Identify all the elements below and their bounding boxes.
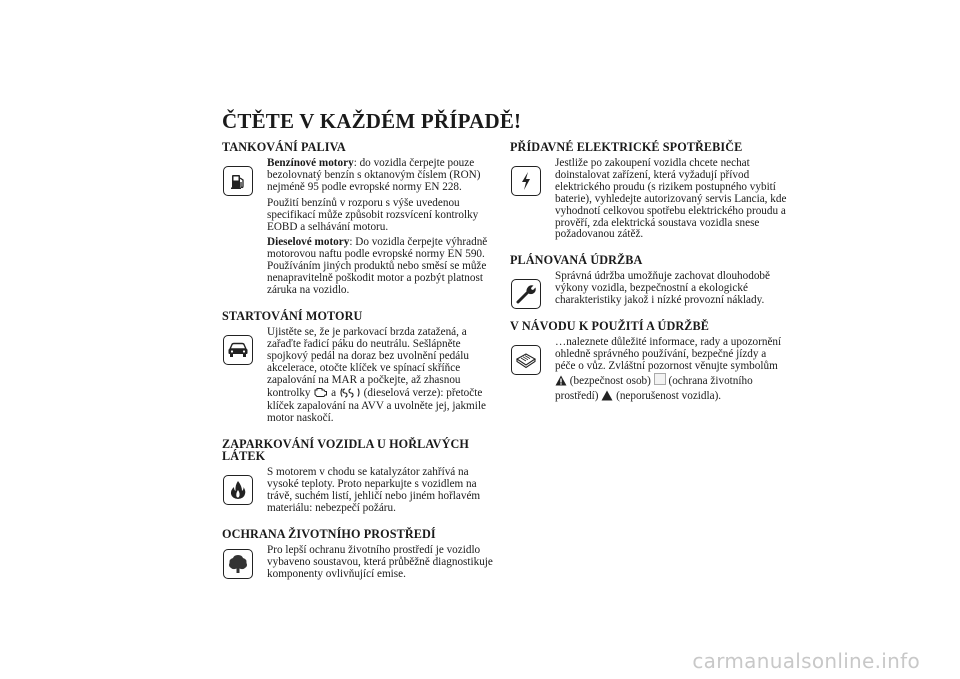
environment-text: Pro lepší ochranu životního prostředí je vozidlo vybaveno soustavou, která průběžně diagnostikuje komponenty ovlivňující emise. [267, 543, 493, 580]
car-icon [223, 335, 253, 365]
start-text-1: Ujistěte se, že je parkovací brzda zatažená, a zařaďte řadicí páku do neutrálu. Sešlápněte spojkový pedál na doraz bez uvolnění pedálu akcelerace, otočte klíček ve spínací skříňce zapalování na MAR a počkejte, až zhasnou kontrolky [267, 325, 469, 399]
vehicle-warning-icon [601, 390, 613, 405]
left-column [222, 141, 494, 594]
glow-plug-icon [339, 387, 361, 402]
section-heading-manual: V NÁVODU K POUŽITÍ A ÚDRŽBĚ [510, 319, 709, 334]
book-icon [511, 345, 541, 375]
engine-warning-icon [313, 387, 328, 402]
manual-text-4: (neporušenost vozidla). [616, 389, 722, 402]
right-column [510, 141, 788, 418]
lightning-icon [511, 166, 541, 196]
flammable-text: S motorem v chodu se katalyzátor zahřívá na vysoké teploty. Proto neparkujte s vozidlem na trávě, suchém listí, jehličí nebo jiném hořlavém materiálu: nebezpečí požáru. [267, 466, 481, 514]
manual-text-2: (bezpečnost osob) [569, 374, 651, 387]
section-flammable [222, 438, 494, 519]
section-heading-electrical: PŘÍDAVNÉ ELEKTRICKÉ SPOTŘEBIČE [510, 140, 743, 154]
page-title: ČTĚTE V KAŽDÉM PŘÍPADĚ! [222, 109, 522, 133]
fuel-diesel-text: : Do vozidla čerpejte výhradně motorovou naftu podle evropské normy EN 590. Používáním jiných produktů nebo směsí se může nenapravitelně poškodit motor a pozbýt platnost záruka na vozidlo. [267, 236, 488, 297]
section-maintenance [510, 254, 788, 311]
section-heading-fuel: TANKOVÁNÍ PALIVA [222, 140, 346, 154]
safety-warning-icon [555, 375, 567, 390]
wrench-icon [511, 279, 541, 309]
fuel-petrol-bold: Benzínové motory [267, 157, 354, 169]
section-start [222, 310, 494, 429]
fuel-petrol-text: : do vozidla čerpejte pouze bezolovnatý benzín s oktanovým číslem (RON) nejméně 95 podle evropské normy EN 228. [267, 157, 481, 193]
maintenance-text: Správná údržba umožňuje zachovat dlouhodobě výkony vozidla, bezpečnostní a ekologické charakteristiky jakož i nízké provozní náklady. [555, 270, 770, 307]
section-electrical [510, 141, 788, 245]
fuel-pump-icon [223, 166, 253, 196]
flame-icon [223, 475, 253, 505]
environment-symbol-icon [654, 373, 666, 385]
section-heading-environment: OCHRANA ŽIVOTNÍHO PROSTŘEDÍ [222, 526, 436, 541]
fuel-diesel-bold: Dieselové motory [267, 236, 350, 249]
start-text-2: a [331, 386, 337, 399]
fuel-petrol-warning: Použití benzínů v rozporu s výše uvedenou specifikací může způsobit rozsvícení kontrolky EOBD a selhávání motoru. [267, 196, 479, 233]
section-fuel [222, 141, 494, 301]
section-heading-maintenance: PLÁNOVANÁ ÚDRŽBA [510, 253, 643, 268]
manual-text-3: (ochrana životního prostředí) [555, 374, 753, 402]
electrical-text: Jestliže po zakoupení vozidla chcete nechat doinstalovat zařízení, která vyžadují přívod elektrického proudu (s rizikem postupného vybití baterie), vyhledejte autorizovaný servis Lancia, kde vyhodnotí celkovou spotřebu elektrického proudu a prověří, zda elektrická soustava vozidla snese požadovanou zátěž. [555, 157, 787, 241]
section-heading-start: STARTOVÁNÍ MOTORU [222, 308, 363, 323]
manual-text-1: …naleznete důležité informace, rady a upozornění ohledně správného používání, bezpečné jízdy a péče o vůz. Zvláštní pozornost věnujte symbolům [555, 336, 782, 372]
tree-icon [223, 549, 253, 579]
section-heading-flammable: ZAPARKOVÁNÍ VOZIDLA U HOŘLAVÝCH LÁTEK [222, 437, 469, 464]
section-manual [510, 320, 788, 409]
section-environment [222, 528, 494, 585]
start-text-3: (dieselová verze): přetočte klíček zapalování na AVV a uvolněte jej, jakmile motor naskočí. [267, 386, 486, 425]
watermark: carmanualsonline.info [692, 649, 920, 673]
